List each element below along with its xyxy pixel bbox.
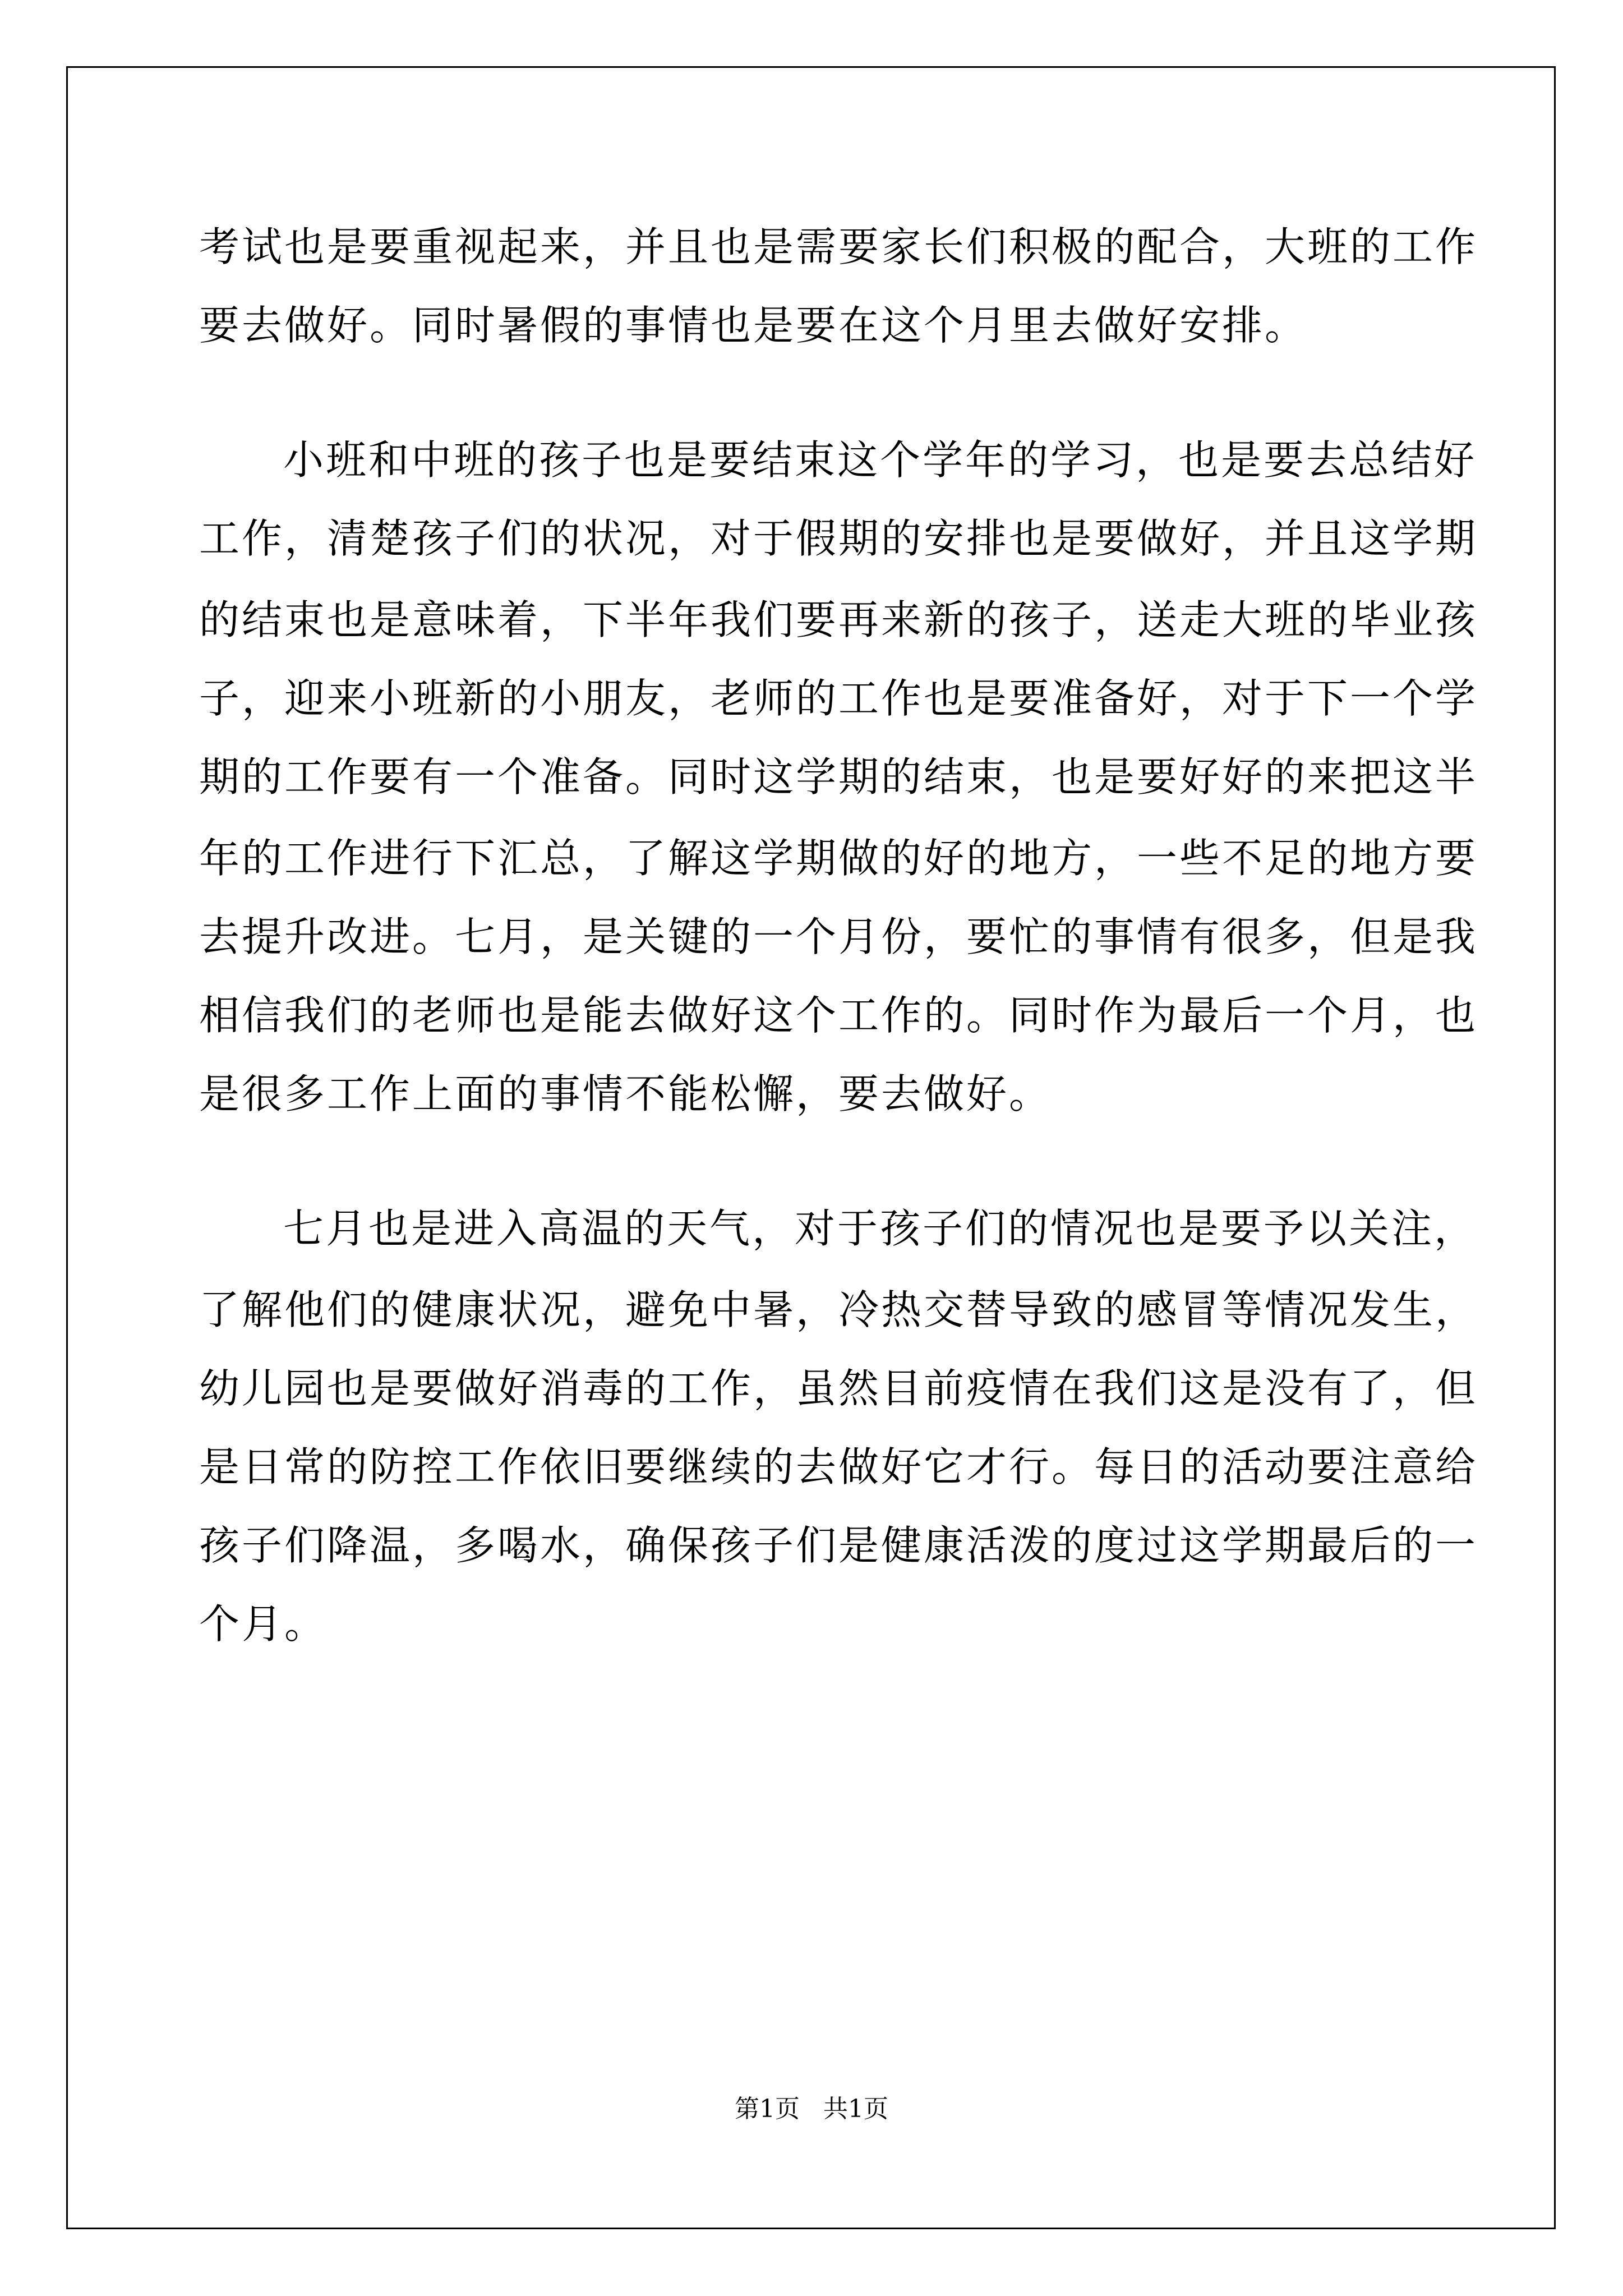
paragraph-line: 的结束也是意味着，下半年我们要再来新的孩子，送走大班的毕业孩: [199, 596, 1478, 643]
paragraph-line: 期的工作要有一个准备。同时这学期的结束，也是要好好的来把这半: [199, 753, 1478, 800]
paragraph-line: 小班和中班的孩子也是要结束这个学年的学习，也是要去总结好: [283, 436, 1477, 484]
paragraph-line: 是日常的防控工作依旧要继续的去做好它才行。每日的活动要注意给: [199, 1443, 1478, 1490]
paragraph-line: 要去做好。同时暑假的事情也是要在这个月里去做好安排。: [199, 302, 1308, 349]
paragraph-line: 是很多工作上面的事情不能松懈，要去做好。: [199, 1070, 1052, 1117]
paragraph-line: 了解他们的健康状况，避免中暑，冷热交替导致的感冒等情况发生，: [199, 1286, 1478, 1333]
paragraph-line: 工作，清楚孩子们的状况，对于假期的安排也是要做好，并且这学期: [199, 515, 1478, 562]
paragraph-line: 子，迎来小班新的小朋友，老师的工作也是要准备好，对于下一个学: [199, 675, 1478, 722]
paragraph-line: 幼儿园也是要做好消毒的工作，虽然目前疫情在我们这是没有了，但: [199, 1365, 1478, 1412]
paragraph-line: 年的工作进行下汇总，了解这学期做的好的地方，一些不足的地方要: [199, 835, 1478, 882]
paragraph-line: 个月。: [199, 1600, 328, 1648]
paragraph-line: 相信我们的老师也是能去做好这个工作的。同时作为最后一个月，也: [199, 992, 1478, 1039]
page-border: [66, 66, 1556, 2229]
page-number: 第1页 共1页: [735, 2095, 888, 2123]
paragraph-line: 去提升改进。七月，是关键的一个月份，要忙的事情有很多，但是我: [199, 913, 1478, 960]
paragraph-line: 七月也是进入高温的天气，对于孩子们的情况也是要予以关注，: [283, 1205, 1477, 1252]
paragraph-line: 考试也是要重视起来，并且也是需要家长们积极的配合，大班的工作: [199, 223, 1478, 270]
paragraph-line: 孩子们降温，多喝水，确保孩子们是健康活泼的度过这学期最后的一: [199, 1522, 1478, 1569]
